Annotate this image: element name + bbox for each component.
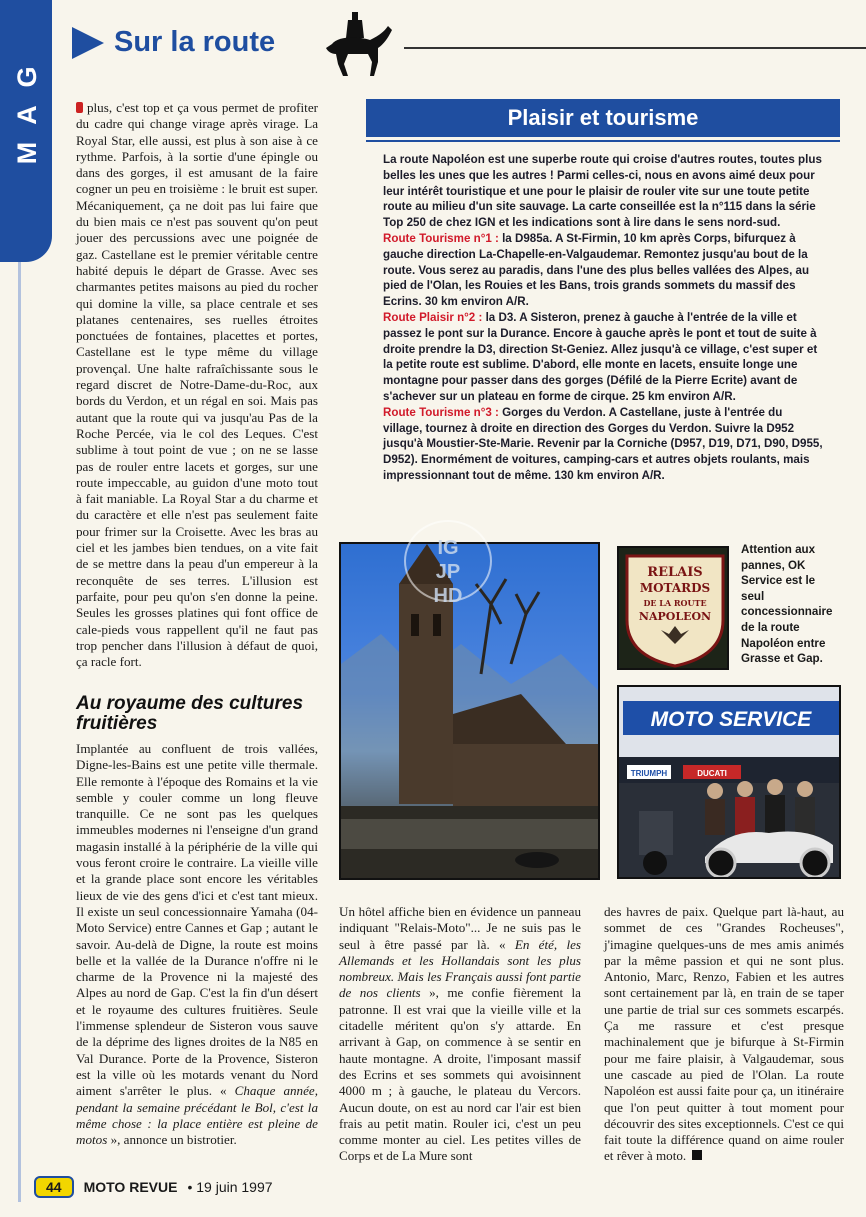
watermark-text: IG xyxy=(437,537,459,559)
article-text: des havres de paix. Quelque part là-haut, au sommet de ces "Grandes Rocheuses", j'imagine quelques-uns de mes amis animés par la même passion et qui ne sont plus. Antonio, Marc, Renzo, Fabien et les autres sont certainement par là, en train de se taper une partie de trial sur ces sommets escarpés. Ça me rassure et c'est presque machinalement que je bifurque à St-Firmin pour me faire plaisir, à Valgaudemar, sous une cascade au pied de l'Olan. La route Napoléon est aussi faite pour ça, un itinéraire que l'on peut quitter à tout moment pour découvrir des sites exceptionnels. C'est ce qui fait toute la différence quand on aime rouler et rêver à moto. xyxy=(604,904,844,1164)
route-text: Gorges du Verdon. A Castellane, juste à l'entrée du village, tournez à droite en direction des Gorges du Verdon. Suivre la D952 jusqu'à Moustier-Ste-Marie. Revenir par la Corniche (D957, D19, D71, D90, D955, D952). Enormément de voitures, camping-cars et autres objets roulants, mais impressionnant tout de même. 130 km environ A/R. xyxy=(383,405,823,482)
route-item xyxy=(383,405,823,484)
article-column-1b xyxy=(76,741,318,1148)
mag-letter: A xyxy=(12,105,42,125)
sign-text: RELAIS xyxy=(647,565,703,580)
subheading: Au royaume des cultures fruitières xyxy=(76,693,304,734)
article-text: Un hôtel affiche bien en évidence un panneau indiquant "Relais-Moto"... Je ne suis pas le seul à être passé par là. « xyxy=(339,904,581,952)
box-rule xyxy=(366,140,840,142)
article-text: », me confie fièrement la patronne. Il est vrai que la vieille ville et la citadelle méritent qu'on s'y attarde. En arrivant à Gap, on commence à se sentir en haute montagne. A droite, l'imposant massif des Ecrins et ses sommets qui avoisinnent 4000 m ; à gauche, le plateau du Vercors. Aucun doute, on est au nord car l'air est bien frais au petit matin. Rouler ici, c'est un peu comme monter au ciel. Les petites villes de Corps et de La Mure sont xyxy=(339,985,581,1164)
continue-bullet-icon xyxy=(76,102,83,113)
mag-letters xyxy=(12,58,42,172)
page-edge-rule xyxy=(18,262,21,1202)
moto-service-photo xyxy=(617,685,841,879)
mag-letter: G xyxy=(12,66,42,88)
route-label: Route Tourisme n°3 : xyxy=(383,405,499,419)
sidebar-box-title: Plaisir et tourisme xyxy=(366,99,840,137)
route-item xyxy=(383,231,823,310)
article-column-1 xyxy=(76,100,318,670)
watermark-logo xyxy=(404,520,492,607)
route-label: Route Plaisir n°2 : xyxy=(383,310,483,324)
sidebar-box-body xyxy=(383,152,823,484)
mag-letter: M xyxy=(12,141,42,165)
sign-text: NAPOLEON xyxy=(638,610,712,623)
article-text: », annonce un bistrotier. xyxy=(107,1132,237,1148)
watermark-text: JP xyxy=(435,561,461,583)
route-label: Route Tourisme n°1 : xyxy=(383,231,499,245)
section-title: Sur la route xyxy=(114,26,276,58)
header-rule xyxy=(404,47,866,49)
horse-rider-icon xyxy=(318,6,398,86)
moto-service-sign-text: MOTO SERVICE xyxy=(650,708,812,731)
photo-caption: Attention aux pannes, OK Service est le seul concessionnaire de la route Napoléon entre Grasse et Gap. xyxy=(741,543,833,666)
article-column-3 xyxy=(604,904,844,1165)
sign-text: MOTARDS xyxy=(639,581,711,595)
triumph-sign-text: TRIUMPH xyxy=(630,769,668,778)
relais-motards-photo xyxy=(617,546,729,670)
route-text: la D3. A Sisteron, prenez à gauche à l'entrée de la ville et passez le pont sur la Durance. Encore à gauche après le pont et tout de suite à droite prendre la D3, direction St-Geniez. Allez jusqu'à ce village, c'est super et la petite route est sublime. D'abord, elle monte en lacets, ensuite longe une montagne pour passer dans des gorges (Défilé de la Pierre Ecrite) avant de s'achever sur un plateau en forme de cirque. 25 km environ A/R. xyxy=(383,310,818,403)
page-footer xyxy=(34,1176,273,1198)
relais-sign-illustration xyxy=(619,548,729,670)
moto-service-illustration xyxy=(619,687,841,879)
route-text: la D985a. A St-Firmin, 10 km après Corps, bifurquez à gauche direction La-Chapelle-en-Valgaudemar. Remontez jusqu'au bout de la route. Vous serez au paradis, dans l'une des plus belles vallées des Alpes, au pied de l'Olan, les Rouies et les Bans, trois grands sommets du massif des Ecrins. 30 km environ A/R. xyxy=(383,231,810,309)
issue-date: • 19 juin 1997 xyxy=(187,1179,273,1195)
quote-text: Chaque année, pendant la semaine précédant le Bol, c'est la même chose : la place entière est pleine de motos xyxy=(76,1083,318,1148)
article-text: Implantée au confluent de trois vallées, Digne-les-Bains est une petite ville thermale. Elle remonte à l'époque des Romains et la vie semble y couler comme un long fleuve tranquille. Ce ne sont pas les quelques immeubles modernes ni l'enseigne d'un grand magasin installé à la périphérie de la ville qui vous feront croire le contraire. La vieille ville et la grande place sont encore les véritables lieux de vie des gens d'ici et c'est tant mieux. Il existe un seul concessionnaire Yamaha (04-Moto Service) entre Cannes et Gap ; autant le savoir. Au-delà de Digne, la route est moins belle et la vallée de la Durance n'offre ni le charme de la Provence ni la majesté des Alpes au nord de Gap. C'est la fin d'un désert et le royaume des cultures fruitières. Seule l'immense splendeur de Sisteron vous sauve de la déprime des lignes droites de la N85 en Val Durance. Porte de la Provence, Sisteron est la ville où les motards venant du Nord aiment s'arrêter le plus. « xyxy=(76,741,318,1099)
box-intro: La route Napoléon est une superbe route qui croise d'autres routes, toutes plus belles les unes que les autres ! Parmi celles-ci, nous en avons aimé deux pour leur intérêt touristique et une pour le plaisir de rouler vite sur une toute petite route au milieu d'un site sauvage. La carte conseillée est la n°115 dans la série Top 250 de chez IGN et les indications sont à lire dans le sens nord-sud. xyxy=(383,153,822,230)
article-column-2 xyxy=(339,904,581,1165)
page-number: 44 xyxy=(34,1176,74,1198)
article-text: plus, c'est top et ça vous permet de profiter du cadre qui change virage après virage. La Royal Star, elle aussi, est plus à son aise à ce rythme. Parfois, à la sortie d'une épingle ou dans des gorges, il est amusant de la faire cogner un peu en troisième : le bruit est super. Mécaniquement, ça ne doit pas lui faire que du bien mais ce n'est pas souvent qu'on peut jouer des percussions avec une poignée de gaz. Castellane est le premier véritable centre habité depuis le départ de Grasse. Avec ses charmantes petites maisons au pied du rocher qui domine la ville, sa place centrale et ses platanes centenaires, ses ruelles étroites ponctuées de fontaines, placettes et portes, Castellane est le type même du village provençal. Une halte rafraîchissante sous le regard discret de Notre-Dame-du-Roc, aux bords du Verdon, et un régal en soi. Mais pas autant que la route qui va jusqu'au Pas de la Roche Percée, via le col des Leques. C'est sublime à tout point de vue ; on ne se lasse pas de rouler entre lacets et gorges, sur une route impeccable, au guidon d'une moto tout à fait maniable. La Royal Star a du charme et du caractère et elle n'est pas seulement faite pour frimer sur la Croisette. Avec les bras au ciel et les jambes bien tendues, on a vite fait de se mettre dans la peau d'un empereur à la reconquête de ses terres. L'illusion est parfaite, pour peu qu'on s'en donne la peine. Seules les grosses platines qui font office de cale-pieds vous rappellent qu'il ne faut pas trop pencher dans l'illusion à défaut de quoi, ça racle fort. xyxy=(76,100,318,670)
sign-text: DE LA ROUTE xyxy=(643,598,707,608)
ducati-sign-text: DUCATI xyxy=(697,769,727,778)
quote-text: En été, les Allemands et les Hollandais sont les plus nombreux. Mais les Français aussi font partie de nos clients xyxy=(339,936,582,1001)
watermark-text: HD xyxy=(433,585,463,607)
magazine-name: MOTO REVUE xyxy=(83,1179,178,1195)
mag-side-tab xyxy=(0,0,52,262)
play-arrow-icon xyxy=(72,27,104,59)
section-header xyxy=(72,26,275,59)
end-of-article-icon xyxy=(692,1150,702,1160)
route-item xyxy=(383,310,823,405)
